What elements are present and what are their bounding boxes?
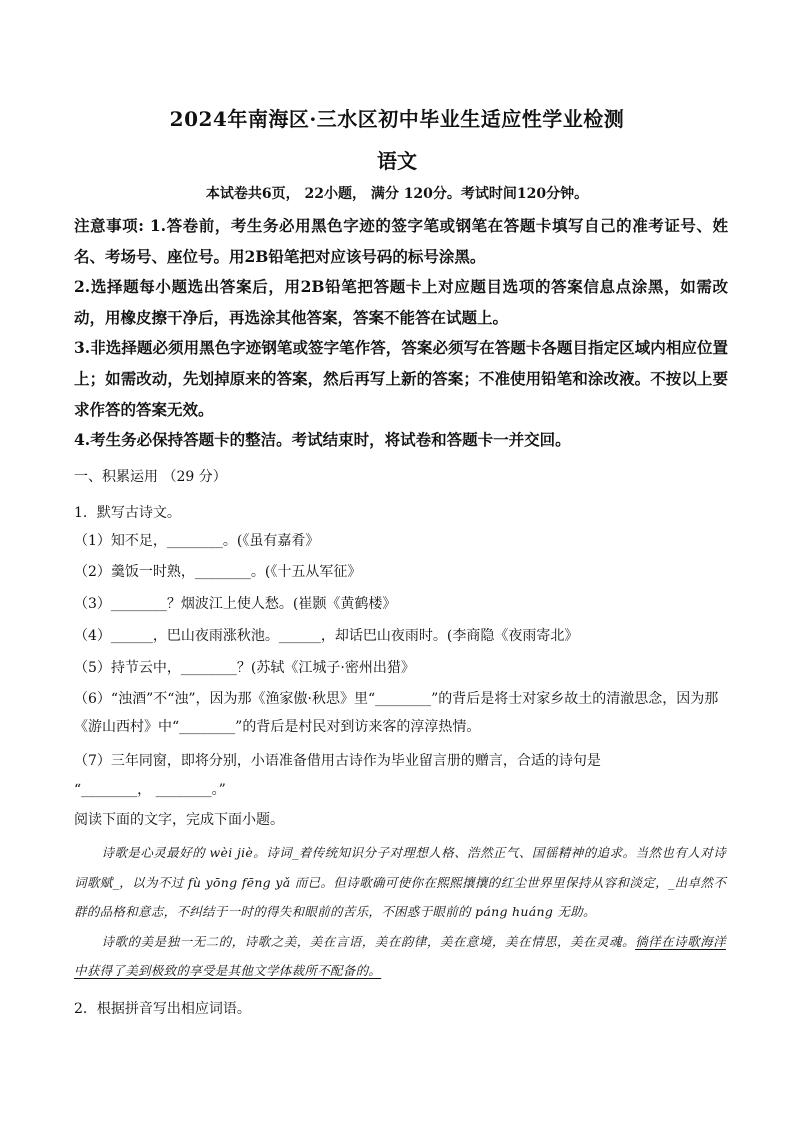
question-1-item: （1）知不足，________。(《虽有嘉肴》 <box>74 533 320 549</box>
question-1-item: “________， ________。” <box>74 782 226 798</box>
notice-item-2: 2.选择题每小题选出答案后，用2B铅笔把答题卡上对应题目选项的答案信息点涂黑，如需改动，用橡皮擦干净后，再选涂其他答案，答案不能答在试题上。 <box>74 277 728 327</box>
question-1-item: （2）羹饭一时熟，________。(《十五从军征》 <box>74 564 362 580</box>
question-2-stem: 2．根据拼音写出相应词语。 <box>74 1001 251 1017</box>
question-1-item: （3）________？烟波江上使人愁。(崔颢《黄鹤楼》 <box>74 596 397 612</box>
exam-notice <box>74 211 728 456</box>
exam-info: 本试卷共6页， 22小题， 满分 120分。考试时间120分钟。 <box>205 186 589 202</box>
reading-intro: 阅读下面的文字，完成下面小题。 <box>74 812 284 828</box>
section-heading: 一、积累运用 （29 分） <box>74 469 227 485</box>
notice-item-4: 4.考生务必保持答题卡的整洁。考试结束时，将试卷和答题卡一并交回。 <box>74 430 571 450</box>
reading-passage <box>74 838 726 986</box>
question-1-item: 《游山西村》中“________”的背后是村民对到访来客的淳淳热情。 <box>74 719 481 735</box>
underlined-sentence: 徜徉在诗歌海洋中获得了美到极致的享受是其他文学体裁所不配备的。 <box>74 933 726 978</box>
question-1-item: （5）持节云中，________？(苏轼《江城子·密州出猎》 <box>74 660 415 676</box>
notice-item-3: 3.非选择题必须用黑色字迹钢笔或签字笔作答，答案必须写在答题卡各题目指定区域内相应位置上；如需改动，先划掉原来的答案，然后再写上新的答案；不准使用铅笔和涂改液。不按以上要求作答的答案无效。 <box>74 338 728 419</box>
passage-paragraph-2 <box>74 927 726 986</box>
exam-title: 2024年南海区·三水区初中毕业生适应性学业检测 <box>169 107 625 131</box>
notice-item-1: 注意事项: 1.答卷前，考生务必用黑色字迹的签字笔或钢笔在答题卡填写自己的准考证号、姓名、考场号、座位号。用2B铅笔把对应该号码的标号涂黑。 <box>74 216 728 266</box>
passage-text: 诗歌的美是独一无二的，诗歌之美，美在言语，美在韵律，美在意境，美在情思，美在灵魂。 <box>101 933 636 949</box>
question-1-item: （6）“浊酒”不“浊”，因为那《渔家傲·秋思》里“________”的背后是将士对家乡故土的清澈思念，因为那 <box>74 691 719 707</box>
question-1-stem: 1．默写古诗文。 <box>74 505 181 521</box>
question-1-item: （7）三年同窗，即将分别，小语准备借用古诗作为毕业留言册的赠言，合适的诗句是 <box>74 753 601 769</box>
passage-paragraph-1: 诗歌是心灵最好的 wèi jiè。诗词_着传统知识分子对理想人格、浩然正气、国徭精神的追求。当然也有人对诗词歌赋_，以为不过 fù yōng fēng yǎ 而已。但诗歌确可使你在熙熙攘攘的红尘世界里保持从容和淡定，_出卓然不群的品格和意志，不纠结于一时的得失和眼前的苦乐，不困惑于眼前的 páng huáng 无助。 <box>74 845 726 919</box>
question-1-item: （4）______，巴山夜雨涨秋池。______，却话巴山夜雨时。(李商隐《夜雨寄北》 <box>74 628 579 644</box>
exam-subject: 语文 <box>377 149 417 173</box>
